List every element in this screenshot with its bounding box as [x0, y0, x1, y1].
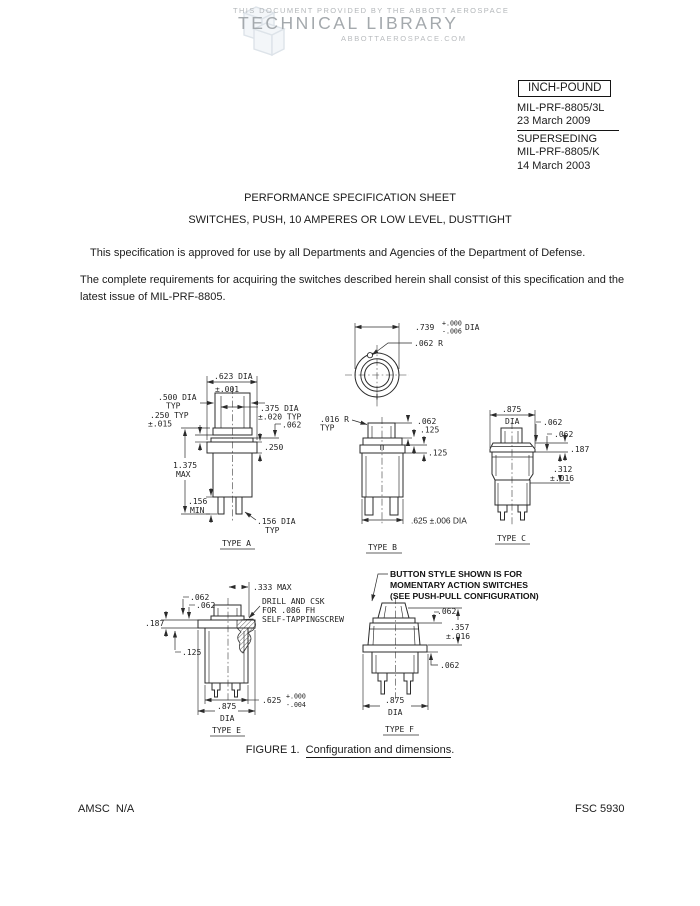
- dim-label-187: .187: [145, 619, 165, 628]
- dim-label-623-tol: ±.001: [215, 385, 240, 394]
- spec-id-block: [517, 102, 604, 129]
- dim-label-250: .250: [264, 443, 284, 452]
- dim-label-1375: 1.375: [173, 461, 198, 470]
- spec-date: 23 March 2009: [517, 115, 591, 128]
- type-b-drawing: [318, 403, 483, 558]
- type-f-drawing: [338, 563, 568, 743]
- dim-label-062b: .062: [440, 661, 460, 670]
- figure-caption-prefix: FIGURE 1.: [245, 744, 300, 756]
- dim-label-333max: .333 MAX: [253, 583, 292, 592]
- dim-label-016r: .016 R: [320, 415, 349, 424]
- watermark-technical-library: TECHNICAL LIBRARY: [238, 13, 459, 33]
- superseded-number: MIL-PRF-8805/K: [517, 146, 600, 159]
- dim-label-500: .500 DIA: [158, 393, 197, 402]
- type-a-caption: TYPE A: [222, 539, 251, 548]
- top-view-drawing: [330, 303, 490, 418]
- dim-label-357-tol: ±.016: [446, 632, 471, 641]
- button-note-line2: MOMENTARY ACTION SWITCHES: [390, 580, 528, 590]
- type-b-linework: [352, 415, 427, 553]
- dim-label-625: .625: [262, 696, 282, 705]
- dim-label-125a: .125: [420, 425, 440, 435]
- dim-label-625-minus: -.004: [286, 701, 306, 709]
- button-note-line3: (SEE PUSH-PULL CONFIGURATION): [390, 591, 539, 601]
- type-a-drawing: [148, 363, 313, 563]
- doc-title-line2: SWITCHES, PUSH, 10 AMPERES OR LOW LEVEL, DUSTTIGHT: [188, 214, 512, 226]
- type-e-caption: TYPE E: [212, 726, 241, 735]
- dim-label-187: .187: [570, 445, 590, 454]
- watermark-provided-by: THIS DOCUMENT PROVIDED BY THE ABBOTT AEROSPACE: [233, 6, 510, 15]
- requirements-paragraph: The complete requirements for acquiring the switches described herein shall consist of this specification and the latest issue of MIL-PRF-8805.: [80, 274, 625, 303]
- dim-label-250typ: .250 TYP: [150, 411, 189, 420]
- dim-label-623: .623 DIA: [214, 372, 253, 381]
- dim-label-1375-max: MAX: [176, 470, 191, 479]
- dim-label-156min-min: MIN: [190, 506, 205, 515]
- inch-pound-box: INCH-POUND: [518, 80, 611, 97]
- superseding-rule: [517, 130, 619, 131]
- dim-label-739: .739: [415, 323, 435, 332]
- footer-fsc: FSC 5930: [575, 803, 625, 815]
- type-b-caption: TYPE B: [368, 543, 397, 552]
- dim-label-062b: .062: [554, 430, 574, 439]
- dim-label-062a: .062: [190, 593, 210, 602]
- drill-note-line1: DRILL AND CSK: [262, 597, 325, 606]
- dim-label-625-plus: +.000: [286, 692, 306, 701]
- drill-note-line3: SELF-TAPPINGSCREW: [262, 615, 344, 624]
- dim-label-312-tol: ±.016: [550, 474, 575, 483]
- superseding-label: SUPERSEDING: [517, 133, 598, 145]
- dim-label-062: .062: [417, 417, 437, 426]
- watermark-url: ABBOTTAEROSPACE.COM: [341, 34, 467, 43]
- superseding-block: [517, 133, 600, 173]
- dim-label-739-dia: DIA: [465, 323, 480, 332]
- dim-label-062a: .062: [543, 418, 563, 427]
- button-note-line1: BUTTON STYLE SHOWN IS FOR: [390, 569, 523, 579]
- type-f-caption: TYPE F: [385, 725, 414, 734]
- dim-label-875-dia: DIA: [388, 708, 403, 717]
- dim-label-156dia-typ: TYP: [265, 526, 280, 535]
- dim-label-875: .875: [502, 405, 522, 414]
- dim-label-125b: .125: [428, 448, 448, 458]
- dim-label-062a: .062: [437, 607, 457, 616]
- dim-label-875: .875: [217, 702, 237, 711]
- dim-label-375-tol: ±.020 TYP: [258, 412, 302, 422]
- dim-label-016r-typ: TYP: [320, 423, 335, 433]
- dim-label-625: .625 ±.006 DIA: [411, 515, 467, 526]
- figure-caption: [0, 744, 700, 756]
- figure-caption-period: .: [451, 744, 455, 756]
- dim-label-375: .375 DIA: [260, 404, 299, 413]
- type-c-caption: TYPE C: [497, 534, 526, 543]
- footer-amsc: AMSC N/A: [78, 803, 135, 815]
- dim-label-875-dia: DIA: [220, 714, 235, 723]
- approval-paragraph: This specification is approved for use by all Departments and Agencies of the Department of Defense.: [90, 247, 586, 259]
- dim-label-062b: .062: [196, 601, 216, 610]
- dim-label-156dia: .156 DIA: [257, 517, 296, 526]
- doc-title-line1: PERFORMANCE SPECIFICATION SHEET: [244, 192, 456, 204]
- figure-caption-text: Configuration and dimensions: [305, 744, 452, 756]
- drill-note-line2: FOR .086 FH: [262, 606, 315, 615]
- type-c-drawing: [472, 398, 622, 553]
- dim-label-875-dia: DIA: [505, 417, 520, 426]
- dim-label-062r: .062 R: [414, 339, 443, 348]
- dim-label-312: .312: [553, 465, 573, 474]
- dim-label-739-plus: +.000: [442, 319, 462, 328]
- dim-label-357: .357: [450, 623, 470, 632]
- dim-label-250typ-tol: ±.015: [148, 419, 173, 429]
- dim-label-500-typ: TYP: [166, 401, 181, 411]
- dim-label-062: .062: [282, 420, 302, 430]
- dim-label-739-minus: -.006: [442, 327, 462, 336]
- dim-label-125: .125: [182, 648, 202, 657]
- dim-label-875: .875: [385, 696, 405, 705]
- dim-label-156min: .156: [188, 497, 208, 506]
- superseded-date: 14 March 2003: [517, 159, 591, 172]
- top-view-linework: [345, 323, 412, 407]
- spec-number: MIL-PRF-8805/3L: [517, 102, 605, 114]
